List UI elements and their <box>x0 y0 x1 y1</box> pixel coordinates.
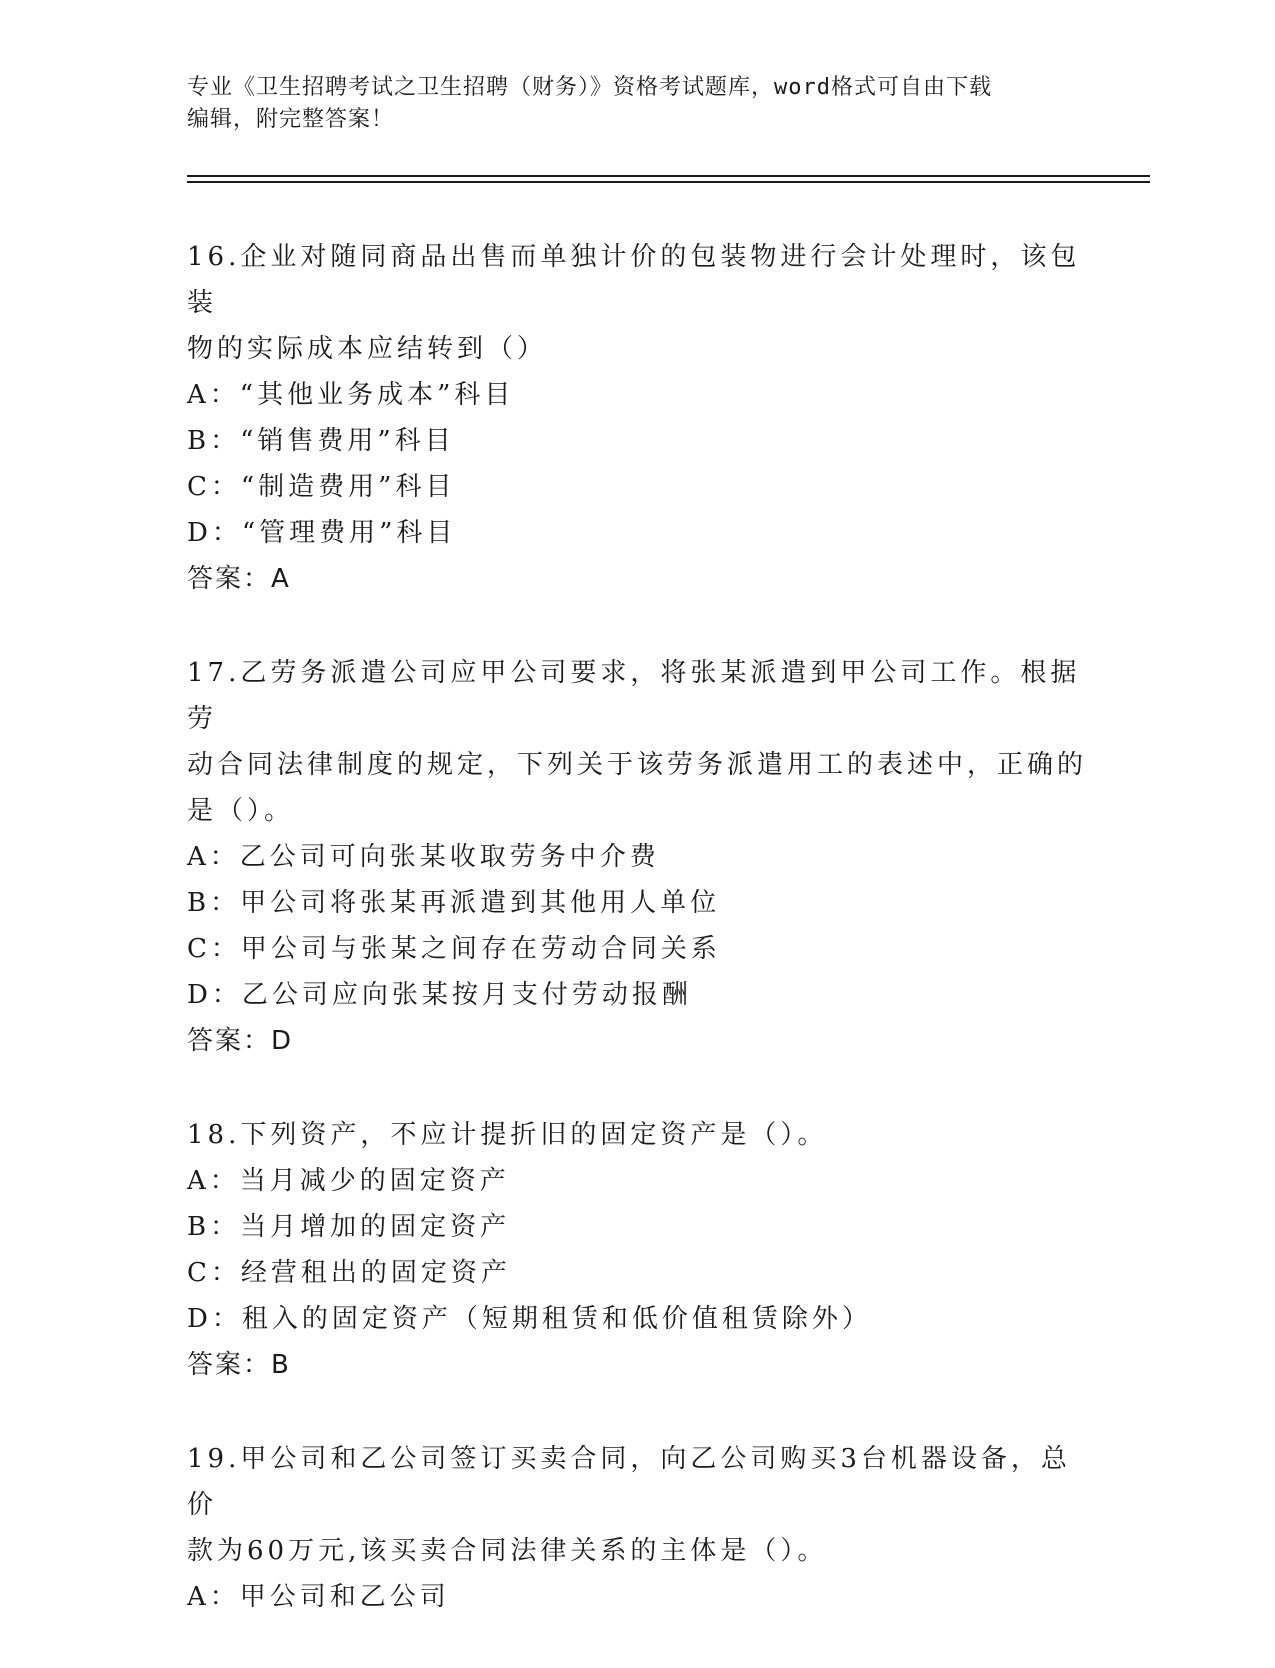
question-18-text-line-1: 18.下列资产，不应计提折旧的固定资产是（）。 <box>187 1120 828 1150</box>
question-19-text-line-2: 款为60万元,该买卖合同法律关系的主体是（）。 <box>187 1536 828 1566</box>
header-divider-top <box>187 175 1150 177</box>
question-17-text-line-1: 17.乙劳务派遣公司应甲公司要求，将张某派遣到甲公司工作。根据劳 <box>187 658 1081 734</box>
question-19-option-a: A：甲公司和乙公司 <box>187 1582 450 1612</box>
question-16-option-a: A：“其他业务成本”科目 <box>187 380 515 410</box>
question-17-answer: 答案：D <box>187 1026 294 1056</box>
header-line-2: 编辑，附完整答案！ <box>187 107 395 132</box>
question-17-option-b: B：甲公司将张某再派遣到其他用人单位 <box>187 888 721 918</box>
header-divider-bottom <box>187 181 1150 183</box>
question-17-option-a: A：乙公司可向张某收取劳务中介费 <box>187 842 660 872</box>
question-17-option-d: D：乙公司应向张某按月支付劳动报酬 <box>187 980 692 1010</box>
question-16 <box>187 234 1087 602</box>
question-16-option-c: C：“制造费用”科目 <box>187 472 456 502</box>
question-18-option-c: C：经营租出的固定资产 <box>187 1258 511 1288</box>
question-16-text-line-2: 物的实际成本应结转到（） <box>187 334 548 364</box>
question-19 <box>187 1436 1087 1620</box>
question-18 <box>187 1112 1087 1388</box>
question-16-option-b: B：“销售费用”科目 <box>187 426 455 456</box>
header-line-1: 专业《卫生招聘考试之卫生招聘（财务）》资格考试题库，word格式可自由下载 <box>187 75 992 100</box>
question-list <box>187 234 1087 1668</box>
document-header <box>187 72 1087 136</box>
question-17-text-line-3: 是（）。 <box>187 796 295 826</box>
question-16-option-d: D：“管理费用”科目 <box>187 518 457 548</box>
question-17 <box>187 650 1087 1064</box>
question-16-answer: 答案：A <box>187 564 291 594</box>
question-18-option-b: B：当月增加的固定资产 <box>187 1212 511 1242</box>
question-17-text-line-2: 动合同法律制度的规定，下列关于该劳务派遣用工的表述中，正确的 <box>187 750 1088 780</box>
question-18-option-d: D：租入的固定资产（短期租赁和低价值租赁除外） <box>187 1304 872 1334</box>
question-16-text-line-1: 16.企业对随同商品出售而单独计价的包装物进行会计处理时，该包装 <box>187 242 1081 318</box>
question-18-option-a: A：当月减少的固定资产 <box>187 1166 510 1196</box>
question-17-option-c: C：甲公司与张某之间存在劳动合同关系 <box>187 934 721 964</box>
question-19-text-line-1: 19.甲公司和乙公司签订买卖合同，向乙公司购买3台机器设备，总价 <box>187 1444 1071 1520</box>
question-18-answer: 答案：B <box>187 1350 291 1380</box>
